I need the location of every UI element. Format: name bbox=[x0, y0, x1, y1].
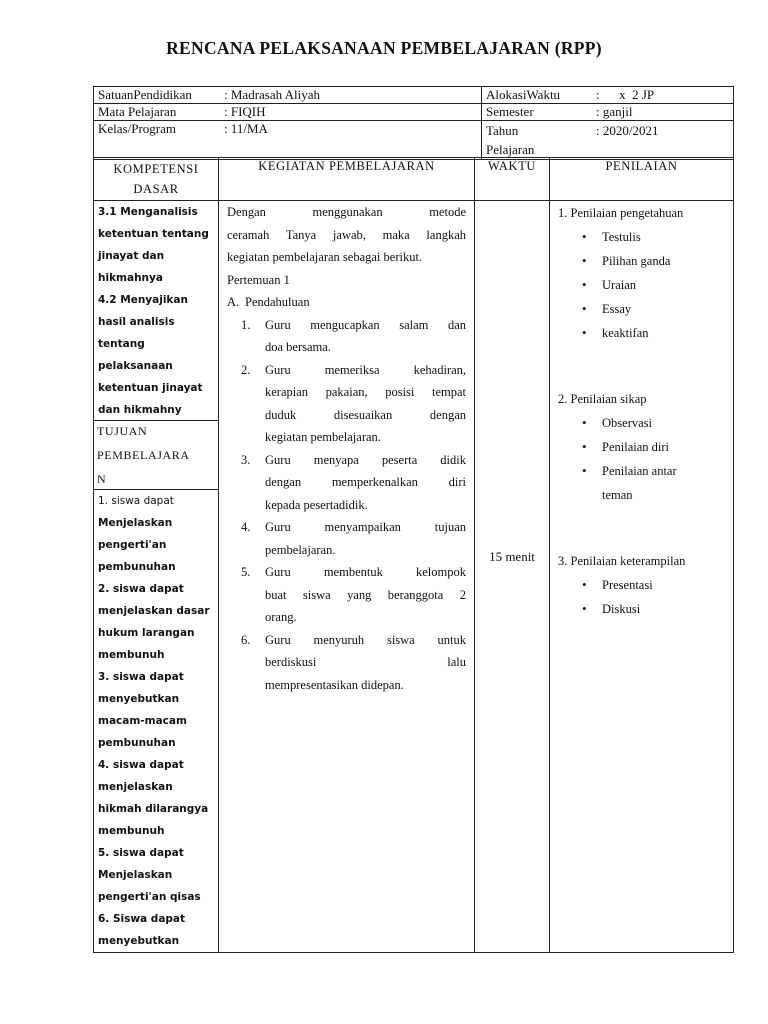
info-cell-left bbox=[94, 87, 482, 104]
penilaian-item: • Diskusi bbox=[558, 597, 733, 621]
penilaian-item: • Observasi bbox=[558, 411, 733, 435]
info-table bbox=[93, 86, 734, 160]
group-gap bbox=[558, 345, 733, 387]
step-number: 6. bbox=[241, 632, 251, 647]
kompetensi-line: tentang bbox=[98, 338, 145, 350]
kompetensi-list bbox=[94, 201, 218, 421]
info-cell-left bbox=[94, 121, 482, 160]
lesson-plan-table bbox=[93, 157, 734, 953]
kompetensi-cell bbox=[94, 201, 219, 953]
info-row bbox=[94, 87, 734, 104]
step-line: Guru memeriksa kehadiran, bbox=[265, 362, 466, 377]
penilaian-item: • Presentasi bbox=[558, 573, 733, 597]
kegiatan-intro bbox=[227, 201, 466, 269]
info-value: : 11/MA bbox=[224, 121, 268, 136]
step-line: kegiatan pembelajaran. bbox=[265, 430, 381, 444]
info-label: AlokasiWaktu bbox=[486, 87, 561, 102]
step-number: 4. bbox=[241, 520, 251, 534]
penilaian-title: 1. Penilaian pengetahuan bbox=[558, 206, 684, 220]
table-body-row bbox=[94, 201, 734, 953]
tujuan-line: pengerti'an qisas bbox=[98, 891, 201, 903]
step-line: buat siswa yang beranggota 2 bbox=[265, 587, 466, 602]
activity-step bbox=[227, 314, 466, 359]
header-text: PEMBELAJARA bbox=[97, 448, 190, 462]
activity-step bbox=[227, 629, 466, 697]
penilaian-cell bbox=[550, 201, 734, 953]
tujuan-header bbox=[93, 420, 219, 490]
penilaian-item-cont: teman bbox=[602, 488, 633, 502]
penilaian-group bbox=[558, 387, 733, 507]
kompetensi-line: 4.2 Menyajikan bbox=[98, 294, 188, 306]
info-label: Mata Pelajaran bbox=[98, 104, 177, 119]
tujuan-line: pengerti'an bbox=[98, 539, 167, 551]
tujuan-line: membunuh bbox=[98, 649, 165, 661]
penilaian-group bbox=[558, 549, 733, 621]
tujuan-line: 3. siswa dapat bbox=[98, 671, 184, 683]
info-value: : FIQIH bbox=[224, 104, 266, 119]
info-label: Pelajaran bbox=[486, 142, 535, 157]
penilaian-item: • keaktifan bbox=[558, 321, 733, 345]
activity-step bbox=[227, 449, 466, 517]
step-line: orang. bbox=[265, 610, 297, 624]
intro-line: ceramah Tanya jawab, maka langkah bbox=[227, 227, 466, 242]
kompetensi-line: dan hikmahny bbox=[98, 404, 182, 416]
header-text: N bbox=[97, 472, 107, 486]
step-line: Guru menyampaikan tujuan bbox=[265, 520, 466, 534]
info-value: : x 2 JP bbox=[596, 87, 655, 102]
info-cell-right bbox=[482, 121, 734, 160]
step-line: duduk disesuaikan dengan bbox=[265, 407, 466, 422]
header-text: TUJUAN bbox=[97, 424, 148, 438]
step-number: 1. bbox=[241, 317, 251, 332]
section-pendahuluan bbox=[227, 291, 466, 314]
step-line: pembelajaran. bbox=[265, 542, 336, 557]
info-cell-right bbox=[482, 87, 734, 104]
tujuan-line: macam-macam bbox=[98, 715, 187, 727]
tujuan-line: menjelaskan bbox=[98, 781, 173, 793]
step-number: 3. bbox=[241, 452, 251, 467]
tujuan-line: 4. siswa dapat bbox=[98, 759, 184, 771]
header-waktu: WAKTU bbox=[475, 158, 550, 201]
pertemuan-label: Pertemuan 1 bbox=[227, 272, 290, 287]
info-label: Tahun bbox=[486, 123, 519, 138]
tujuan-line: 2. siswa dapat bbox=[98, 583, 184, 595]
step-list bbox=[227, 314, 466, 697]
penilaian-item: • Testulis bbox=[558, 225, 733, 249]
kompetensi-line: ketentuan jinayat bbox=[98, 382, 203, 394]
info-cell-right bbox=[482, 104, 734, 121]
penilaian-title: 2. Penilaian sikap bbox=[558, 392, 647, 406]
step-number: 2. bbox=[241, 362, 251, 377]
header-penilaian: PENILAIAN bbox=[550, 158, 734, 201]
info-value: : 2020/2021 bbox=[596, 123, 659, 138]
header-kompetensi-dasar bbox=[94, 158, 219, 201]
info-row bbox=[94, 121, 734, 160]
group-gap bbox=[558, 507, 733, 549]
tujuan-line: hukum larangan bbox=[98, 627, 195, 639]
step-line: dengan memperkenalkan diri bbox=[265, 475, 466, 489]
kompetensi-line: ketentuan tentang bbox=[98, 228, 209, 240]
penilaian-item: • Penilaian diri bbox=[558, 435, 733, 459]
header-kegiatan: KEGIATAN PEMBELAJARAN bbox=[219, 158, 475, 201]
intro-line: kegiatan pembelajaran sebagai berikut. bbox=[227, 250, 423, 264]
info-value: : Madrasah Aliyah bbox=[224, 87, 321, 102]
tujuan-line: menjelaskan dasar bbox=[98, 605, 210, 617]
kompetensi-line: hasil analisis bbox=[98, 316, 175, 328]
section-label: Pendahuluan bbox=[245, 295, 310, 309]
step-line: mempresentasikan didepan. bbox=[265, 677, 404, 692]
kegiatan-cell bbox=[219, 201, 475, 953]
intro-line: Dengan menggunakan metode bbox=[227, 205, 466, 219]
header-text: DASAR bbox=[133, 182, 179, 196]
waktu-value: 15 menit bbox=[489, 548, 535, 564]
info-row bbox=[94, 104, 734, 121]
step-line: Guru menyapa peserta didik bbox=[265, 452, 466, 467]
activity-step bbox=[227, 561, 466, 629]
penilaian-title: 3. Penilaian keterampilan bbox=[558, 554, 686, 568]
penilaian-item: • Uraian bbox=[558, 273, 733, 297]
waktu-cell bbox=[475, 201, 550, 953]
info-label: SatuanPendidikan bbox=[98, 87, 192, 102]
tujuan-line: menyebutkan bbox=[98, 693, 180, 705]
step-line: berdiskusi lalu bbox=[265, 655, 466, 669]
step-line: Guru membentuk kelompok bbox=[265, 565, 466, 579]
kompetensi-line: pelaksanaan bbox=[98, 360, 173, 372]
info-cell-left bbox=[94, 104, 482, 121]
tujuan-line: 5. siswa dapat bbox=[98, 847, 184, 859]
step-line: Guru menyuruh siswa untuk bbox=[265, 632, 466, 647]
tujuan-line: pembunuhan bbox=[98, 737, 176, 749]
step-line: kerapian pakaian, posisi tempat bbox=[265, 385, 466, 399]
step-line: kepada pesertadidik. bbox=[265, 497, 368, 512]
document-title: RENCANA PELAKSANAAN PEMBELAJARAN (RPP) bbox=[166, 38, 602, 58]
kompetensi-line: 3.1 Menganalisis bbox=[98, 206, 198, 218]
tujuan-list bbox=[94, 490, 218, 952]
activity-step bbox=[227, 516, 466, 561]
step-line: Guru mengucapkan salam dan bbox=[265, 317, 466, 332]
tujuan-line: menyebutkan bbox=[98, 935, 180, 947]
tujuan-line: hikmah dilarangya bbox=[98, 803, 209, 815]
header-text: KOMPETENSI bbox=[113, 162, 199, 176]
info-value: : ganjil bbox=[596, 104, 633, 119]
penilaian-item: • Essay bbox=[558, 297, 733, 321]
kompetensi-line: hikmahnya bbox=[98, 272, 163, 284]
step-line: doa bersama. bbox=[265, 340, 331, 354]
step-number: 5. bbox=[241, 565, 251, 579]
kompetensi-line: jinayat dan bbox=[98, 250, 165, 262]
penilaian-item: • Pilihan ganda bbox=[558, 249, 733, 273]
tujuan-line: 6. Siswa dapat bbox=[98, 913, 186, 925]
activity-step bbox=[227, 359, 466, 449]
table-header-row bbox=[94, 158, 734, 201]
tujuan-line: Menjelaskan bbox=[98, 869, 173, 881]
penilaian-item: • Penilaian antar bbox=[558, 459, 733, 483]
penilaian-group bbox=[558, 201, 733, 345]
section-number: A. bbox=[227, 295, 240, 309]
info-label: Semester bbox=[486, 104, 534, 119]
tujuan-line: membunuh bbox=[98, 825, 165, 837]
tujuan-line: pembunuhan bbox=[98, 561, 176, 573]
info-label: Kelas/Program bbox=[98, 121, 176, 136]
tujuan-line: Menjelaskan bbox=[98, 517, 173, 529]
tujuan-line: 1. siswa dapat bbox=[98, 495, 174, 507]
penilaian-list bbox=[558, 201, 733, 621]
